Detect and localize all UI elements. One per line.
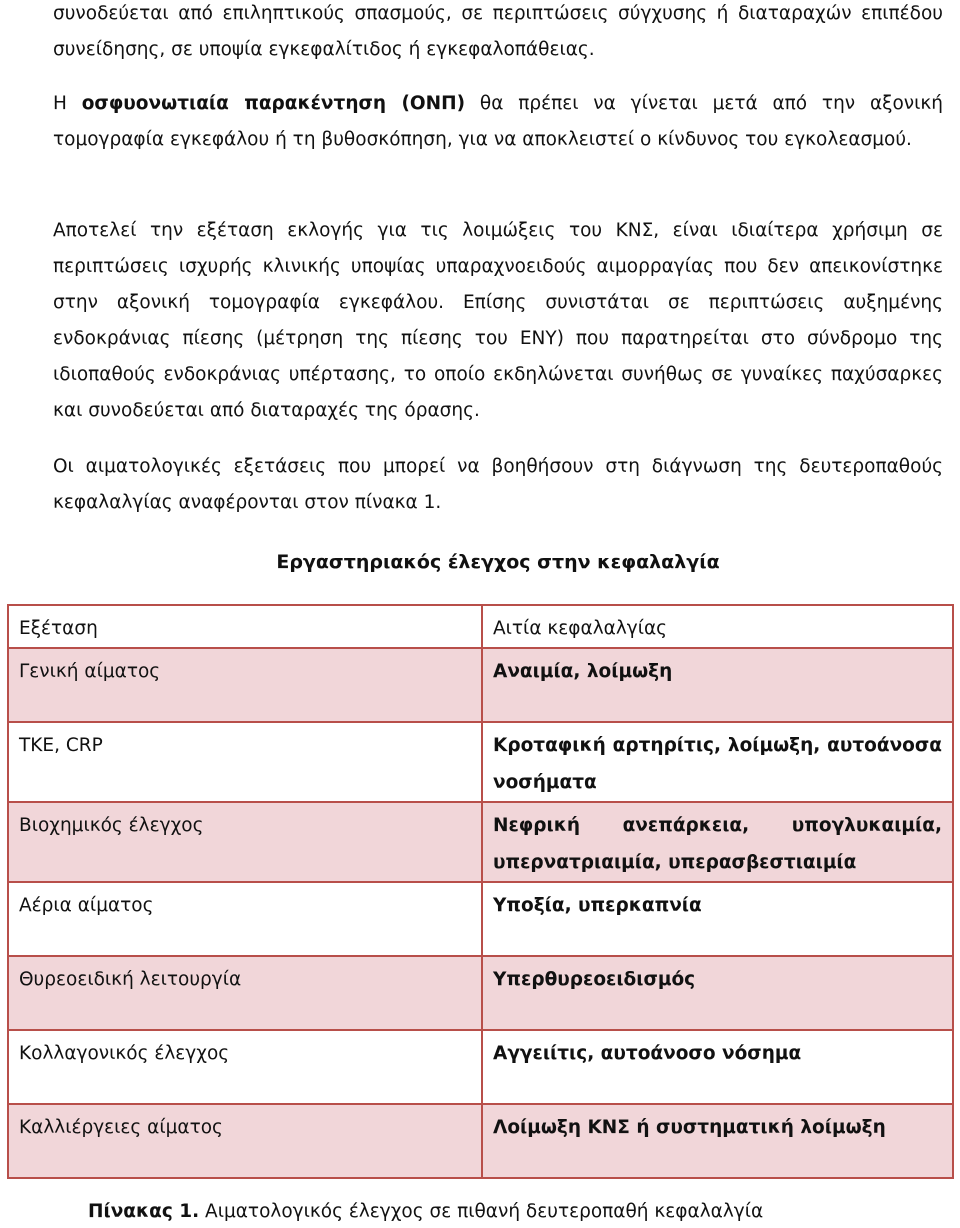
row-test: Γενική αίματος [8,648,482,722]
caption-text: Αιματολογικός έλεγχος σε πιθανή δευτεροπαθή κεφαλαλγία [199,1201,764,1222]
row-cause: Υποξία, υπερκαπνία [482,882,953,956]
row-test: ΤΚΕ, CRP [8,722,482,802]
row-test: Αέρια αίματος [8,882,482,956]
row-test: Καλλιέργειες αίματος [8,1104,482,1178]
paragraph-indications: Αποτελεί την εξέταση εκλογής για τις λοιμώξεις του ΚΝΣ, είναι ιδιαίτερα χρήσιμη σε περιπτώσεις ισχυρής κλινικής υποψίας υπαραχνοειδούς αιμορραγίας που δεν απεικονίστηκε στην αξονική τομογραφία εγκεφάλου. Επίσης συνιστάται σε περιπτώσεις αυξημένης ενδοκράνιας πίεσης (μέτρηση της πίεσης του ΕΝΥ) που παρατηρείται στο σύνδρομο της ιδιοπαθούς ενδοκράνιας υπέρτασης, το οποίο εκδηλώνεται συνήθως σε γυναίκες παχύσαρκες και συνοδεύεται από διαταραχές της όρασης. [53,220,943,421]
table-row [8,1104,953,1178]
table-row [8,1030,953,1104]
paragraph-intro-continuation: συνοδεύεται από επιληπτικούς σπασμούς, σε περιπτώσεις σύγχυσης ή διαταραχών επιπέδου συνείδησης, σε υποψία εγκεφαλίτιδος ή εγκεφαλοπάθειας. [53,3,943,60]
row-test: Θυρεοειδική λειτουργία [8,956,482,1030]
row-cause: Λοίμωξη ΚΝΣ ή συστηματική λοίμωξη [482,1104,953,1178]
table-row [8,648,953,722]
header-test: Εξέταση [8,605,482,648]
table-row [8,956,953,1030]
row-cause: Αγγειίτις, αυτοάνοσο νόσημα [482,1030,953,1104]
row-cause: Νεφρική ανεπάρκεια, υπογλυκαιμία, υπερνατριαιμία, υπερασβεστιαιμία [482,802,953,882]
header-cause: Αιτία κεφαλαλγίας [482,605,953,648]
table-title: Εργαστηριακός έλεγχος στην κεφαλαλγία [276,551,720,573]
row-cause: Κροταφική αρτηρίτις, λοίμωξη, αυτοάνοσα νοσήματα [482,722,953,802]
row-test: Βιοχημικός έλεγχος [8,802,482,882]
table-caption [88,1198,763,1226]
lab-tests-table [7,604,954,1179]
caption-label: Πίνακας 1. [88,1201,200,1222]
paragraph-blood-tests: Οι αιματολογικές εξετάσεις που μπορεί να βοηθήσουν στη διάγνωση της δευτεροπαθούς κεφαλαλγίας αναφέρονται στον πίνακα 1. [53,456,943,513]
paragraph-lumbar-puncture [53,86,943,158]
lp-bold-term: οσφυονωτιαία παρακέντηση (ΟΝΠ) [81,93,466,114]
lp-text-start: Η [53,93,82,114]
row-test: Κολλαγονικός έλεγχος [8,1030,482,1104]
lp-text-rest: θα πρέπει να γίνεται μετά από την αξονική τομογραφία εγκεφάλου ή τη βυθοσκόπηση, για να αποκλειστεί ο κίνδυνος του εγκολεασμού. [53,93,943,150]
table-row [8,882,953,956]
table-row [8,802,953,882]
row-cause: Αναιμία, λοίμωξη [482,648,953,722]
table-row [8,722,953,802]
table-header-row [8,605,953,648]
row-cause: Υπερθυρεοειδισμός [482,956,953,1030]
